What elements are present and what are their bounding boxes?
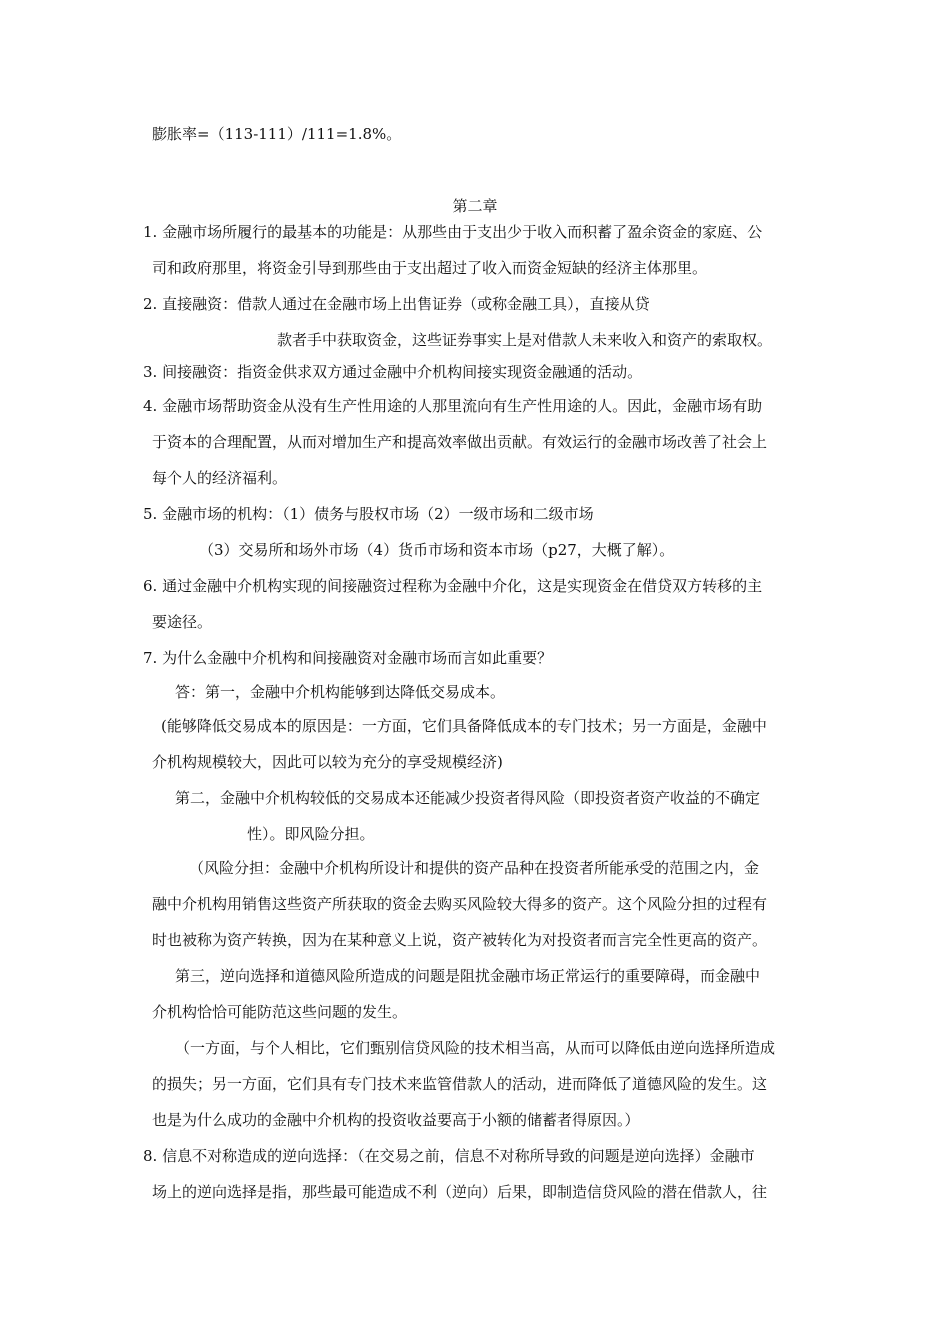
- item-7-note-2-line-2: 融中介机构用销售这些资产所获取的资金去购买风险较大得多的资产。这个风险分担的过程有: [152, 895, 768, 913]
- item-1-line-1: 1. 金融市场所履行的最基本的功能是：从那些由于支出少于收入而积蓄了盈余资金的家庭、公: [143, 223, 763, 241]
- item-6-line-2: 要途径。: [152, 613, 213, 631]
- item-3-line-1: 3. 间接融资：指资金供求双方通过金融中介机构间接实现资金融通的活动。: [143, 363, 643, 381]
- item-5-line-2: （3）交易所和场外市场（4）货币市场和资本市场（p27，大概了解）。: [199, 541, 675, 559]
- item-7-answer-2-line-2: 性）。即风险分担。: [247, 825, 375, 843]
- item-6-line-1: 6. 通过金融中介机构实现的间接融资过程称为金融中介化，这是实现资金在借贷双方转移的主: [143, 577, 763, 595]
- item-7-note-3-line-2: 的损失；另一方面，它们具有专门技术来监管借款人的活动，进而降低了道德风险的发生。这: [152, 1075, 768, 1093]
- item-5-line-1: 5. 金融市场的机构：（1）债务与股权市场（2）一级市场和二级市场: [143, 505, 594, 523]
- item-2-line-1: 2. 直接融资：借款人通过在金融市场上出售证券（或称金融工具），直接从贷: [143, 295, 650, 313]
- item-7-note-3-line-3: 也是为什么成功的金融中介机构的投资收益要高于小额的储蓄者得原因。）: [152, 1111, 640, 1129]
- item-4-line-3: 每个人的经济福利。: [152, 469, 288, 487]
- item-7-answer-2-line-1: 第二，金融中介机构较低的交易成本还能减少投资者得风险（即投资者资产收益的不确定: [175, 789, 761, 807]
- chapter-heading: 第二章: [452, 197, 498, 215]
- item-2-line-2: 款者手中获取资金，这些证券事实上是对借款人未来收入和资产的索取权。: [277, 331, 773, 349]
- item-7-answer-3-line-2: 介机构恰恰可能防范这些问题的发生。: [152, 1003, 408, 1021]
- item-7-answer-1: 答：第一，金融中介机构能够到达降低交易成本。: [175, 683, 506, 701]
- item-7-note-1-line-1: (能够降低交易成本的原因是：一方面，它们具备降低成本的专门技术；另一方面是，金融中: [161, 717, 767, 735]
- item-8-line-1: 8. 信息不对称造成的逆向选择：（在交易之前，信息不对称所导致的问题是逆向选择）金融市: [143, 1147, 755, 1165]
- item-1-line-2: 司和政府那里，将资金引导到那些由于支出超过了收入而资金短缺的经济主体那里。: [152, 259, 708, 277]
- item-4-line-1: 4. 金融市场帮助资金从没有生产性用途的人那里流向有生产性用途的人。因此，金融市场有助: [143, 397, 763, 415]
- item-7-note-2-line-3: 时也被称为资产转换，因为在某种意义上说，资产被转化为对投资者而言完全性更高的资产。: [152, 931, 768, 949]
- item-7-note-2-line-1: （风险分担：金融中介机构所设计和提供的资产品种在投资者所能承受的范围之内，金: [189, 859, 760, 877]
- item-7-answer-3-line-1: 第三，逆向选择和道德风险所造成的问题是阻扰金融市场正常运行的重要障碍，而金融中: [175, 967, 761, 985]
- item-7-question: 7. 为什么金融中介机构和间接融资对金融市场而言如此重要？: [143, 649, 553, 667]
- item-4-line-2: 于资本的合理配置，从而对增加生产和提高效率做出贡献。有效运行的金融市场改善了社会上: [152, 433, 768, 451]
- item-7-note-1-line-2: 介机构规模较大，因此可以较为充分的享受规模经济): [152, 753, 503, 771]
- item-7-note-3-line-1: （一方面，与个人相比，它们甄别信贷风险的技术相当高，从而可以降低由逆向选择所造成: [175, 1039, 776, 1057]
- inflation-formula: 膨胀率=（113-111）/111=1.8%。: [152, 125, 402, 143]
- item-8-line-2: 场上的逆向选择是指，那些最可能造成不利（逆向）后果，即制造信贷风险的潜在借款人，往: [152, 1183, 768, 1201]
